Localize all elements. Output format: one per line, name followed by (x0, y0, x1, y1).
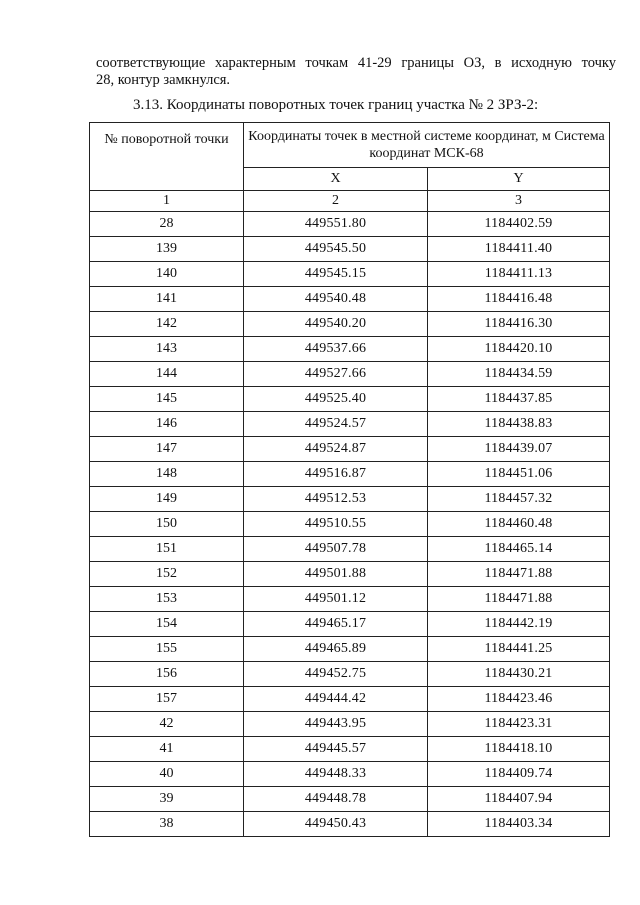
y-coordinate-cell: 1184423.46 (428, 687, 610, 712)
table-row (90, 537, 610, 562)
y-coordinate-cell: 1184471.88 (428, 562, 610, 587)
x-header: X (244, 168, 428, 191)
y-coordinate-cell: 1184442.19 (428, 612, 610, 637)
x-coordinate-cell: 449448.78 (244, 787, 428, 812)
point-number-cell: 148 (90, 462, 244, 487)
table-row (90, 637, 610, 662)
section-title: 3.13. Координаты поворотных точек границ участка № 2 ЗРЗ-2: (133, 97, 539, 113)
y-coordinate-cell: 1184407.94 (428, 787, 610, 812)
x-coordinate-cell: 449450.43 (244, 812, 428, 837)
x-coordinate-cell: 449507.78 (244, 537, 428, 562)
table-row (90, 687, 610, 712)
table-row (90, 212, 610, 237)
y-coordinate-cell: 1184457.32 (428, 487, 610, 512)
point-number-cell: 39 (90, 787, 244, 812)
table-row (90, 512, 610, 537)
table-row (90, 412, 610, 437)
point-number-cell: 146 (90, 412, 244, 437)
table-row (90, 662, 610, 687)
point-number-cell: 157 (90, 687, 244, 712)
point-number-cell: 152 (90, 562, 244, 587)
y-coordinate-cell: 1184402.59 (428, 212, 610, 237)
x-coordinate-cell: 449545.50 (244, 237, 428, 262)
y-coordinate-cell: 1184411.40 (428, 237, 610, 262)
x-coordinate-cell: 449501.88 (244, 562, 428, 587)
y-coordinate-cell: 1184451.06 (428, 462, 610, 487)
table-row (90, 812, 610, 837)
table-row (90, 312, 610, 337)
intro-paragraph (96, 55, 616, 89)
point-number-cell: 156 (90, 662, 244, 687)
x-coordinate-cell: 449524.87 (244, 437, 428, 462)
x-coordinate-cell: 449501.12 (244, 587, 428, 612)
column-number-2: 2 (244, 191, 428, 212)
column-number-1: 1 (90, 191, 244, 212)
table-row (90, 437, 610, 462)
x-coordinate-cell: 449465.17 (244, 612, 428, 637)
point-number-cell: 141 (90, 287, 244, 312)
y-coordinate-cell: 1184460.48 (428, 512, 610, 537)
x-coordinate-cell: 449527.66 (244, 362, 428, 387)
table-row (90, 562, 610, 587)
y-coordinate-cell: 1184416.48 (428, 287, 610, 312)
y-coordinate-cell: 1184437.85 (428, 387, 610, 412)
x-coordinate-cell: 449540.48 (244, 287, 428, 312)
coordinates-header: Координаты точек в местной системе координат, м Система координат МСК-68 (244, 123, 610, 168)
y-coordinate-cell: 1184403.34 (428, 812, 610, 837)
x-coordinate-cell: 449452.75 (244, 662, 428, 687)
x-coordinate-cell: 449545.15 (244, 262, 428, 287)
table-body (90, 212, 610, 837)
table-row (90, 237, 610, 262)
point-number-cell: 40 (90, 762, 244, 787)
y-coordinate-cell: 1184434.59 (428, 362, 610, 387)
point-number-cell: 145 (90, 387, 244, 412)
point-number-cell: 41 (90, 737, 244, 762)
table-row (90, 737, 610, 762)
y-coordinate-cell: 1184409.74 (428, 762, 610, 787)
y-coordinate-cell: 1184411.13 (428, 262, 610, 287)
x-coordinate-cell: 449512.53 (244, 487, 428, 512)
table-row (90, 462, 610, 487)
y-coordinate-cell: 1184430.21 (428, 662, 610, 687)
point-number-cell: 140 (90, 262, 244, 287)
x-coordinate-cell: 449448.33 (244, 762, 428, 787)
point-number-cell: 139 (90, 237, 244, 262)
point-number-cell: 150 (90, 512, 244, 537)
intro-line-1: соответствующие характерным точкам 41-29 границы ОЗ, в исходную точку (96, 55, 616, 71)
y-coordinate-cell: 1184465.14 (428, 537, 610, 562)
point-number-cell: 149 (90, 487, 244, 512)
table-row (90, 787, 610, 812)
x-coordinate-cell: 449465.89 (244, 637, 428, 662)
x-coordinate-cell: 449537.66 (244, 337, 428, 362)
table-row (90, 587, 610, 612)
table-row (90, 262, 610, 287)
column-number-3: 3 (428, 191, 610, 212)
y-coordinate-cell: 1184423.31 (428, 712, 610, 737)
x-coordinate-cell: 449551.80 (244, 212, 428, 237)
point-number-cell: 154 (90, 612, 244, 637)
x-coordinate-cell: 449443.95 (244, 712, 428, 737)
point-number-cell: 151 (90, 537, 244, 562)
point-number-header: № поворотной точки (90, 123, 244, 191)
intro-line-2: 28, контур замкнулся. (96, 72, 231, 88)
table-row (90, 712, 610, 737)
y-coordinate-cell: 1184438.83 (428, 412, 610, 437)
point-number-cell: 142 (90, 312, 244, 337)
y-coordinate-cell: 1184471.88 (428, 587, 610, 612)
y-coordinate-cell: 1184439.07 (428, 437, 610, 462)
x-coordinate-cell: 449525.40 (244, 387, 428, 412)
x-coordinate-cell: 449524.57 (244, 412, 428, 437)
y-coordinate-cell: 1184416.30 (428, 312, 610, 337)
table-row (90, 612, 610, 637)
table-row (90, 762, 610, 787)
point-number-cell: 155 (90, 637, 244, 662)
y-coordinate-cell: 1184418.10 (428, 737, 610, 762)
point-number-cell: 144 (90, 362, 244, 387)
point-number-cell: 153 (90, 587, 244, 612)
y-header: Y (428, 168, 610, 191)
point-number-cell: 42 (90, 712, 244, 737)
table-row (90, 362, 610, 387)
table-row (90, 337, 610, 362)
point-number-cell: 38 (90, 812, 244, 837)
x-coordinate-cell: 449516.87 (244, 462, 428, 487)
coordinates-table (89, 122, 610, 837)
y-coordinate-cell: 1184420.10 (428, 337, 610, 362)
x-coordinate-cell: 449510.55 (244, 512, 428, 537)
x-coordinate-cell: 449445.57 (244, 737, 428, 762)
x-coordinate-cell: 449444.42 (244, 687, 428, 712)
x-coordinate-cell: 449540.20 (244, 312, 428, 337)
point-number-cell: 147 (90, 437, 244, 462)
table-row (90, 487, 610, 512)
y-coordinate-cell: 1184441.25 (428, 637, 610, 662)
table-row (90, 287, 610, 312)
table-row (90, 387, 610, 412)
point-number-cell: 28 (90, 212, 244, 237)
point-number-cell: 143 (90, 337, 244, 362)
